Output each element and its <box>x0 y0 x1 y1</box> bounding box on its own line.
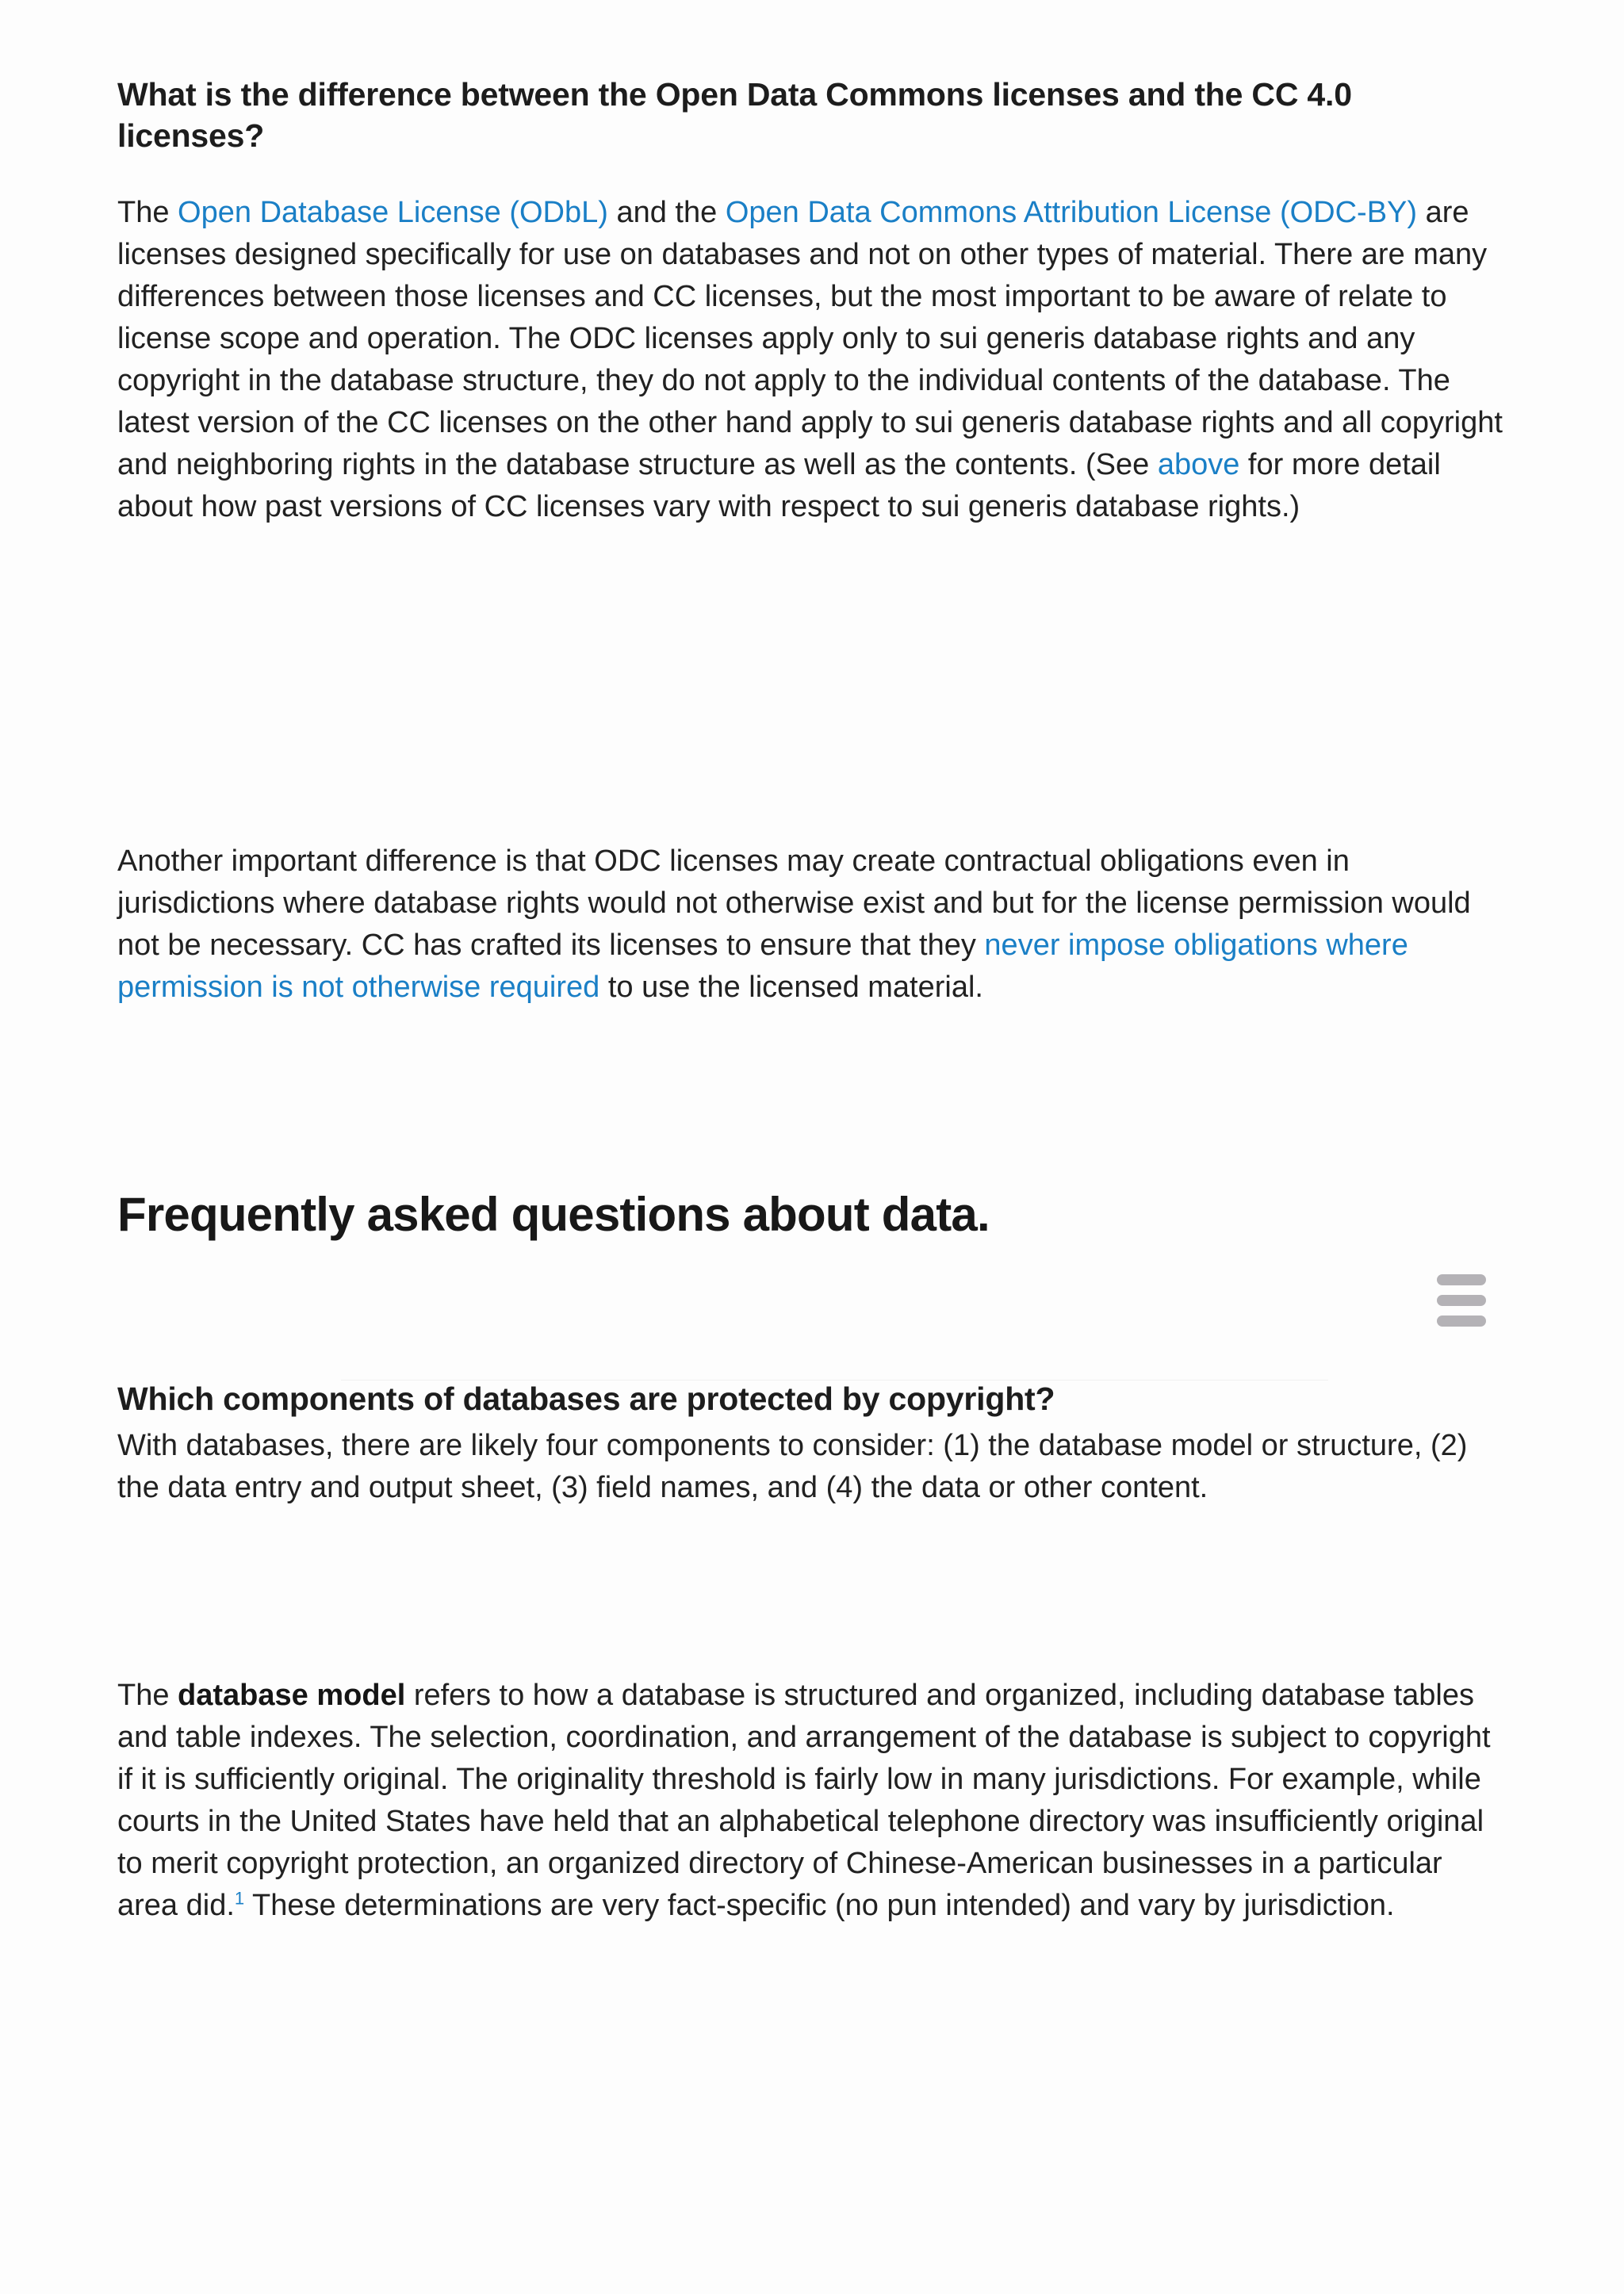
emphasis-database-model: database model <box>178 1679 406 1712</box>
link-above[interactable]: above <box>1157 448 1240 481</box>
hamburger-bar-bottom <box>1437 1316 1486 1327</box>
text-fragment: The <box>117 1679 178 1712</box>
text-fragment: for more detail about how past versions of CC licenses vary with respect to sui generis database rights.) <box>117 448 1441 523</box>
text-fragment: The <box>117 196 178 229</box>
hamburger-bar-top <box>1437 1274 1486 1285</box>
text-fragment: Another important difference is that ODC licenses may create contractual obligations even in jurisdictions where database rights would not otherwise exist and but for the license permission would not be necessary. CC has crafted its licenses to ensure that they <box>117 844 1471 962</box>
text-fragment: to use the licensed material. <box>599 971 983 1004</box>
paragraph-text: With databases, there are likely four components to consider: (1) the database model or structure, (2) the data entry and output sheet, (3) field names, and (4) the data or other content. <box>117 1429 1468 1504</box>
faq2-answer-paragraph-2 <box>117 1675 1509 1927</box>
text-fragment: refers to how a database is structured and organized, including database tables and table indexes. The selection, coordination, and arrangement of the database is subject to copyright if it is sufficiently original. The originality threshold is fairly low in many jurisdictions. For example, while courts in the United States have held that an alphabetical telephone directory was insufficiently original to merit copyright protection, an organized directory of Chinese-American businesses in a particular area did. <box>117 1679 1491 1922</box>
section-title: Frequently asked questions about data. <box>117 1188 990 1241</box>
faq-question-heading-2 <box>117 1378 1501 1419</box>
text-fragment: These determinations are very fact-specific (no pun intended) and vary by jurisdiction. <box>244 1889 1395 1922</box>
paragraph-text <box>117 1675 1509 1927</box>
link-odc-by[interactable]: Open Data Commons Attribution License (ODC-BY) <box>725 196 1418 229</box>
faq-heading-text-2: Which components of databases are protected by copyright? <box>117 1381 1055 1417</box>
footnote-reference-1[interactable]: 1 <box>234 1888 245 1909</box>
link-never-impose-obligations[interactable]: never impose obligations where permission is not otherwise required <box>117 929 1408 1004</box>
paragraph-text <box>117 192 1509 528</box>
text-fragment: are licenses designed specifically for use on databases and not on other types of material. There are many differences between those licenses and CC licenses, but the most important to be aware of relate to license scope and operation. The ODC licenses apply only to sui generis database rights and any copyright in the database structure, they do not apply to the individual contents of the database. The latest version of the CC licenses on the other hand apply to sui generis database rights and all copyright and neighboring rights in the database structure as well as the contents. (See <box>117 196 1503 481</box>
faq-answer-paragraph-1 <box>117 192 1509 528</box>
section-title-container <box>117 1188 1501 1242</box>
hamburger-menu-icon[interactable] <box>1437 1274 1486 1331</box>
paragraph-text <box>117 841 1509 1009</box>
faq-heading-text-1: What is the difference between the Open Data Commons licenses and the CC 4.0 licenses? <box>117 76 1352 155</box>
faq-answer-paragraph-2 <box>117 841 1509 1009</box>
hamburger-bar-middle <box>1437 1295 1486 1306</box>
link-open-database-license[interactable]: Open Database License (ODbL) <box>178 196 608 229</box>
text-fragment: and the <box>607 196 726 229</box>
faq2-answer-paragraph-1 <box>117 1425 1509 1509</box>
faq-question-heading-1 <box>117 74 1501 157</box>
